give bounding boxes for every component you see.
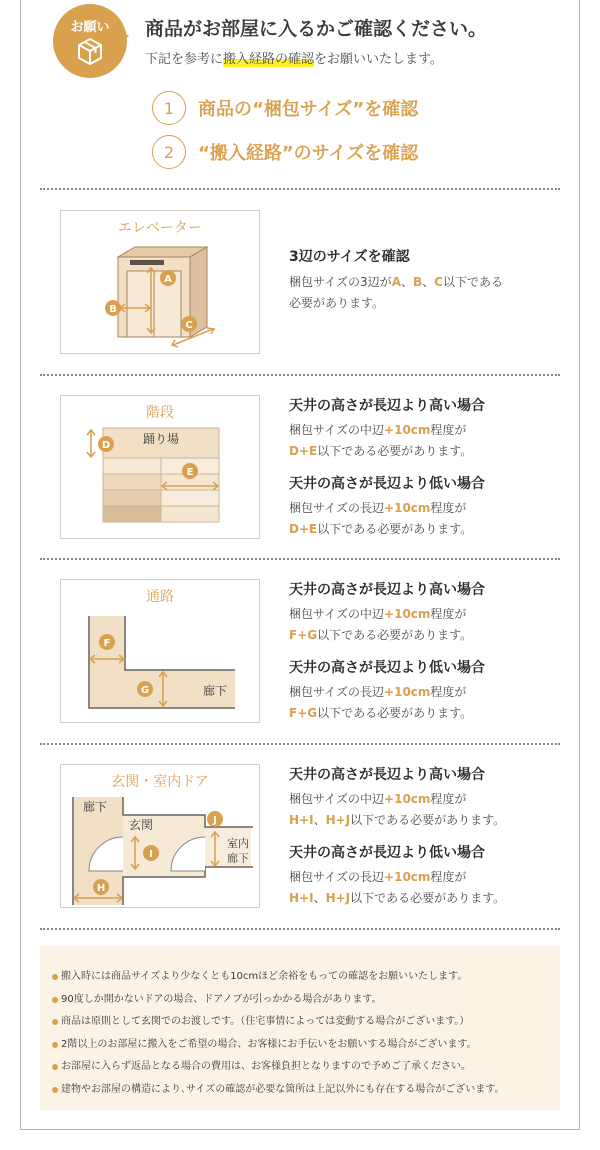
bullet-icon — [52, 974, 58, 980]
bullet-icon — [52, 1064, 58, 1070]
section-heading: 天井の高さが長辺より低い場合 — [289, 660, 485, 676]
section-line: 梱包サイズの長辺+10cm程度が — [289, 870, 467, 884]
label-e-marker — [182, 463, 198, 479]
illustration-title: 階段 — [146, 405, 174, 421]
section-line: H+I、H+J以下である必要があります。 — [289, 813, 506, 827]
bullet-icon — [52, 1019, 58, 1025]
svg-text:D: D — [101, 440, 111, 451]
divider — [40, 558, 560, 560]
divider — [40, 374, 560, 376]
box-icon — [77, 37, 103, 71]
entrance-illustration — [60, 764, 260, 908]
section-line: 梱包サイズの中辺+10cm程度が — [289, 792, 467, 806]
label-c-marker — [181, 316, 197, 332]
landing-label: 踊り場 — [142, 432, 180, 446]
section-heading: 3辺のサイズを確認 — [289, 249, 410, 265]
note-item: 商品は原則として玄関でのお渡しです。（住宅事情によっては変動する場合がございます。） — [52, 1011, 560, 1034]
step-label: “搬入経路”のサイズを確認 — [198, 143, 419, 164]
bullet-icon — [52, 1087, 58, 1093]
svg-text:I: I — [149, 849, 153, 860]
label-j-marker — [207, 811, 223, 827]
label-g-marker — [137, 681, 153, 697]
section-heading: 天井の高さが長辺より高い場合 — [289, 767, 485, 783]
svg-text:C: C — [185, 320, 193, 331]
svg-text:G: G — [140, 685, 150, 696]
label-f-marker — [99, 634, 115, 650]
section-line: 梱包サイズの中辺+10cm程度が — [289, 607, 467, 621]
section-line: 梱包サイズの3辺がA、B、C以下である — [289, 275, 503, 289]
step-number: 1 — [152, 91, 186, 125]
entry-label: 玄関 — [128, 818, 154, 832]
section-line: 梱包サイズの長辺+10cm程度が — [289, 685, 467, 699]
label-h-marker — [93, 879, 109, 895]
passage-text — [289, 579, 569, 724]
section-line: D+E以下である必要があります。 — [289, 522, 473, 536]
indoor-label: 室内 — [227, 837, 249, 850]
badge-tail — [117, 28, 129, 44]
stairs-illustration — [60, 395, 260, 539]
section-heading: 天井の高さが長辺より低い場合 — [289, 845, 485, 861]
elevator-illustration — [60, 210, 260, 354]
section-line: 必要があります。 — [289, 296, 385, 310]
step-1 — [152, 91, 418, 125]
section-heading: 天井の高さが長辺より高い場合 — [289, 582, 485, 598]
subtitle-highlight: 搬入経路の確認 — [223, 52, 315, 67]
passage-illustration — [60, 579, 260, 723]
label-a-marker — [160, 270, 176, 286]
svg-text:E: E — [186, 467, 194, 478]
illustration-title: 通路 — [146, 589, 174, 605]
svg-text:F: F — [103, 638, 111, 649]
corridor-label: 廊下 — [82, 800, 108, 814]
section-line: F+G以下である必要があります。 — [289, 628, 473, 642]
svg-text:J: J — [213, 815, 217, 826]
svg-text:A: A — [164, 274, 172, 285]
label-d-marker — [98, 436, 114, 452]
illustration-title: エレベーター — [118, 220, 202, 236]
request-badge — [53, 4, 127, 78]
note-item: 搬入時には商品サイズより少なくとも10cmほど余裕をもっての確認をお願いいたします。 — [52, 966, 560, 989]
bullet-icon — [52, 997, 58, 1003]
page-title: 商品がお部屋に入るかご確認ください。 — [145, 18, 488, 40]
section-heading: 天井の高さが長辺より高い場合 — [289, 398, 485, 414]
step-2 — [152, 135, 418, 169]
section-line: H+I、H+J以下である必要があります。 — [289, 891, 506, 905]
note-item: 90度しか開かないドアの場合、ドアノブが引っかかる場合があります。 — [52, 989, 560, 1012]
section-line: D+E以下である必要があります。 — [289, 444, 473, 458]
step-number: 2 — [152, 135, 186, 169]
note-item: お部屋に入らず返品となる場合の費用は、お客様負担となりますので予めご了承ください。 — [52, 1056, 560, 1079]
notes-box — [40, 946, 560, 1110]
divider — [40, 743, 560, 745]
svg-text:B: B — [109, 304, 117, 315]
corridor-label: 廊下 — [202, 684, 228, 698]
section-heading: 天井の高さが長辺より低い場合 — [289, 476, 485, 492]
bullet-icon — [52, 1042, 58, 1048]
page-subtitle: 下記を参考に搬入経路の確認をお願いいたします。 — [145, 52, 443, 67]
entrance-text — [289, 764, 569, 909]
indoor-corridor-label: 廊下 — [227, 852, 249, 865]
step-label: 商品の“梱包サイズ”を確認 — [198, 99, 419, 120]
label-i-marker — [143, 845, 159, 861]
divider — [40, 188, 560, 190]
section-line: 梱包サイズの中辺+10cm程度が — [289, 423, 467, 437]
divider — [40, 928, 560, 930]
section-line: 梱包サイズの長辺+10cm程度が — [289, 501, 467, 515]
illustration-title: 玄関・室内ドア — [111, 774, 209, 790]
badge-label: お願い — [70, 20, 110, 35]
note-item: 建物やお部屋の構造により､サイズの確認が必要な箇所は上記以外にも存在する場合がございます。 — [52, 1079, 560, 1102]
note-item: 2階以上のお部屋に搬入をご希望の場合、お客様にお手伝いをお願いする場合がございます。 — [52, 1034, 560, 1057]
section-line: F+G以下である必要があります。 — [289, 706, 473, 720]
stairs-text — [289, 395, 569, 540]
elevator-text — [289, 246, 569, 314]
label-b-marker — [105, 300, 121, 316]
svg-text:H: H — [96, 883, 106, 894]
